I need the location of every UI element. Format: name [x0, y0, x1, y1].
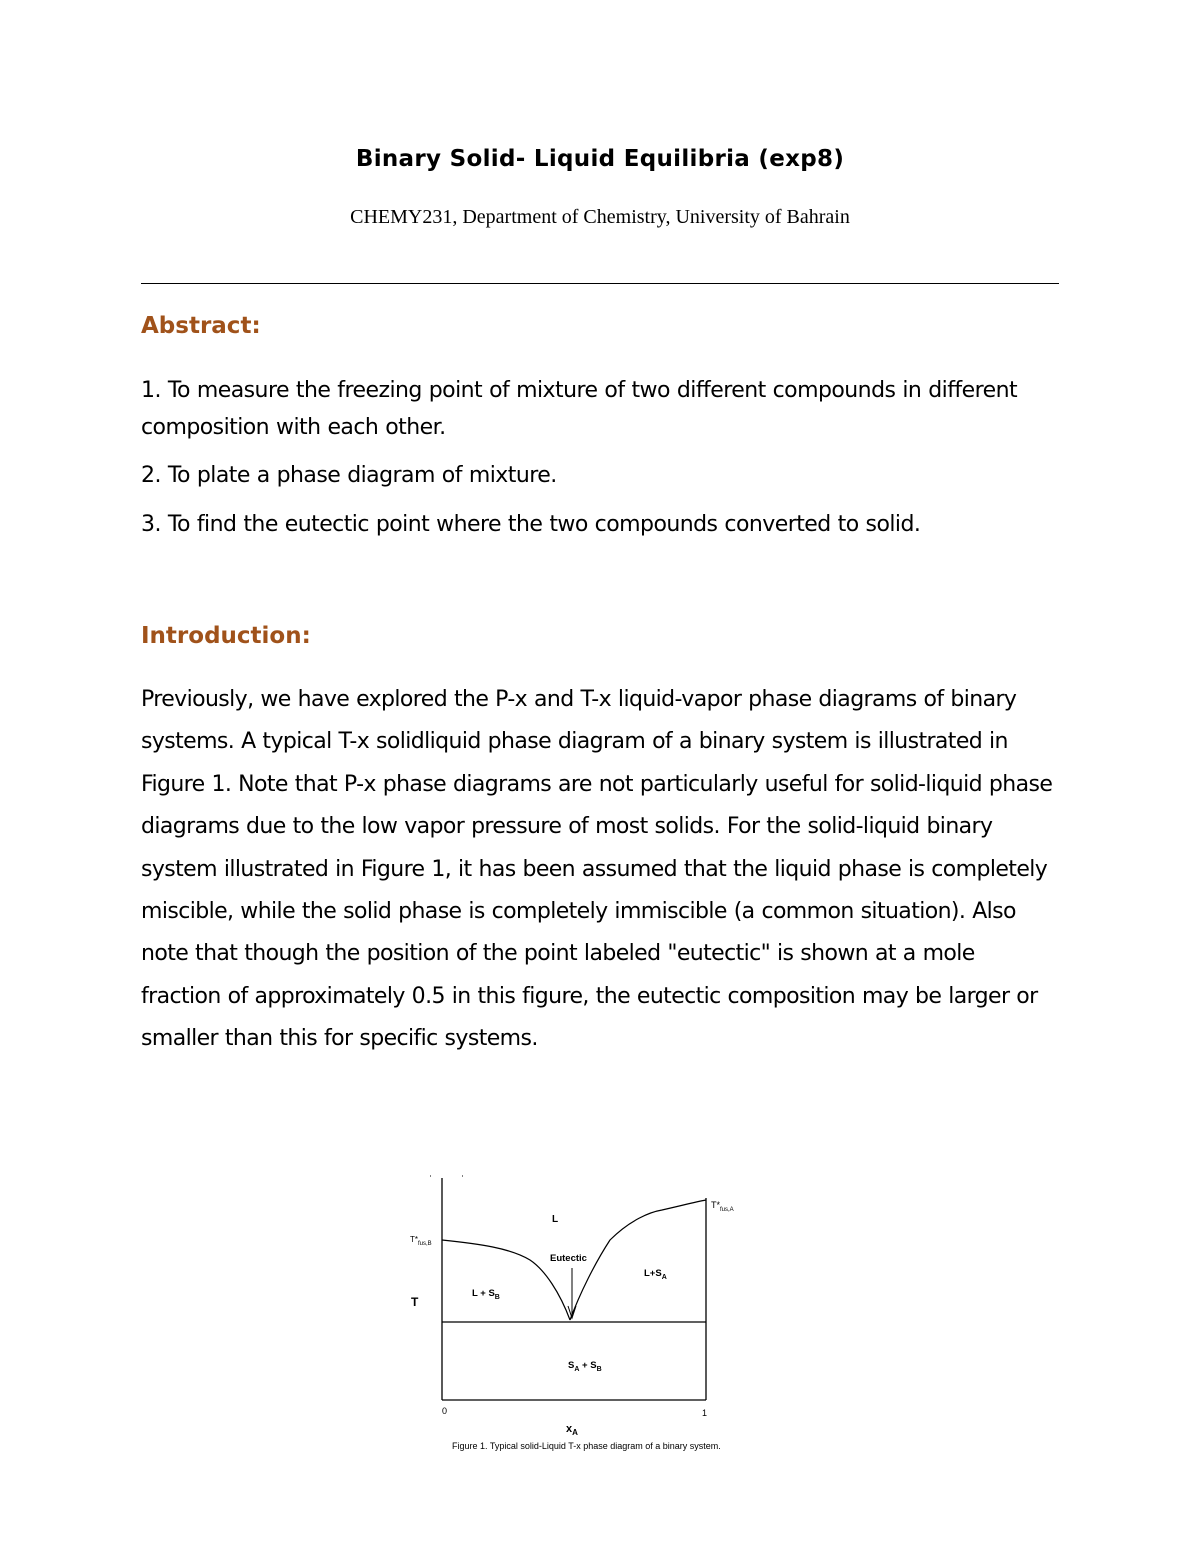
label-tfus-a — [711, 1200, 734, 1213]
abstract-list — [141, 372, 1061, 543]
label-liquid: L — [552, 1214, 559, 1225]
phase-diagram-svg — [400, 1168, 780, 1468]
introduction-heading: Introduction: — [141, 623, 311, 649]
x-tick-0: 0 — [442, 1406, 448, 1416]
label-sa-sb-plus: + S — [579, 1360, 597, 1371]
label-l-sa-main: L+S — [644, 1268, 662, 1279]
phase-diagram-figure — [400, 1168, 780, 1468]
label-sa-sb — [568, 1360, 602, 1373]
label-tfus-b-main: T* — [410, 1235, 418, 1244]
label-l-sa-sub: A — [661, 1274, 667, 1281]
label-sa-sb-main1: S — [568, 1360, 575, 1371]
liquidus-curve-b — [442, 1240, 570, 1320]
label-l-sb — [472, 1288, 500, 1301]
label-sa-sb-sub1: A — [574, 1366, 580, 1373]
x-axis-label-sub: A — [572, 1428, 578, 1437]
x-axis-label — [566, 1423, 578, 1437]
abstract-item-3: 3. To find the eutectic point where the two compounds converted to solid. — [141, 512, 921, 537]
introduction-body — [141, 679, 1061, 1061]
abstract-item-1: 1. To measure the freezing point of mixture of two different compounds in different composition with each other. — [141, 378, 1018, 440]
introduction-paragraph: Previously, we have explored the P-x and T-x liquid-vapor phase diagrams of binary systems. A typical T-x solidliquid phase diagram of a binary system is illustrated in Figure 1. Note that P-x phase diagrams are not particularly useful for solid-liquid phase diagrams due to the low vapor pressure of most solids. For the solid-liquid binary system illustrated in Figure 1, it has been assumed that the liquid phase is completely miscible, while the solid phase is completely immiscible (a common situation). Also note that though the position of the point labeled "eutectic" is shown at a mole fraction of approximately 0.5 in this figure, the eutectic composition may be larger or smaller than this for specific systems. — [141, 687, 1053, 1052]
label-tfus-a-sub: fus,A — [720, 1207, 734, 1213]
liquidus-curve-a — [570, 1200, 706, 1320]
horizontal-divider — [141, 283, 1059, 284]
figure-caption: Figure 1. Typical solid-Liquid T-x phase diagram of a binary system. — [452, 1441, 721, 1451]
abstract-item-2: 2. To plate a phase diagram of mixture. — [141, 463, 557, 488]
abstract-heading: Abstract: — [141, 313, 261, 339]
label-tfus-b — [410, 1235, 432, 1247]
document-subtitle: CHEMY231, Department of Chemistry, University of Bahrain — [350, 206, 850, 228]
label-tfus-b-sub: fus,B — [418, 1241, 432, 1247]
label-l-sa — [644, 1268, 667, 1281]
label-l-sb-main: L + S — [472, 1288, 495, 1299]
x-axis-label-main: x — [566, 1423, 573, 1435]
label-sa-sb-sub2: B — [596, 1366, 602, 1373]
label-temperature-axis: T — [411, 1295, 419, 1309]
document-title: Binary Solid- Liquid Equilibria (exp8) — [355, 146, 845, 172]
label-l-sb-sub: B — [494, 1294, 500, 1301]
label-tfus-a-main: T* — [711, 1200, 720, 1210]
x-tick-1: 1 — [702, 1408, 708, 1418]
label-eutectic: Eutectic — [550, 1253, 587, 1264]
